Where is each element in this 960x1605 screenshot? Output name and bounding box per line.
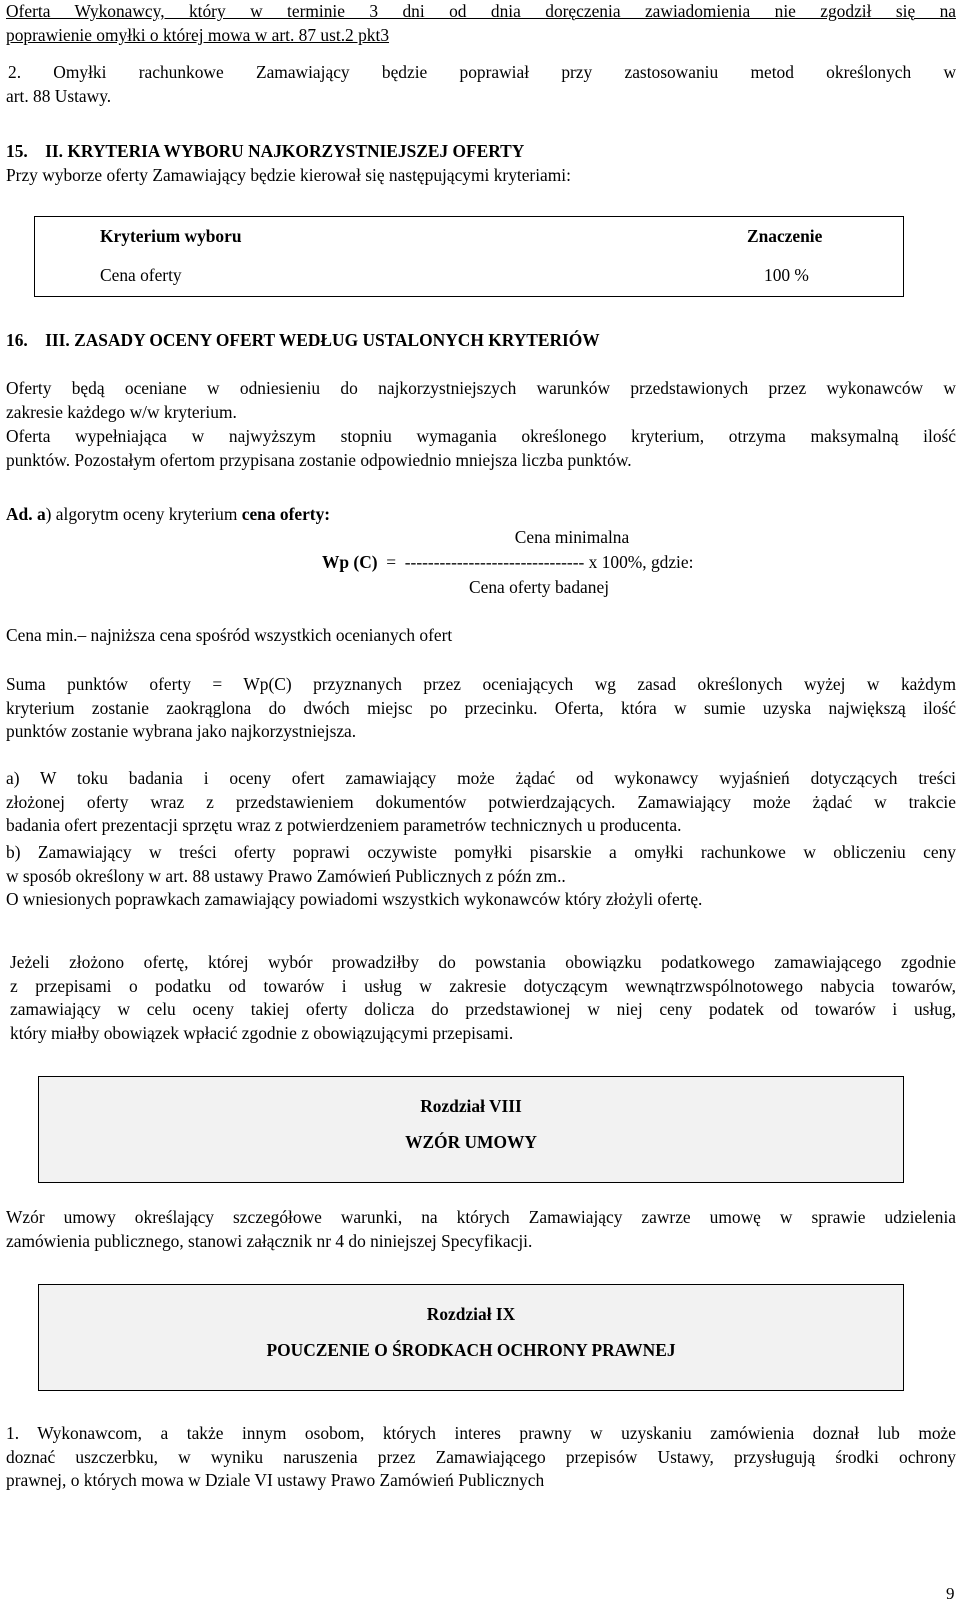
paragraph-line: doznać uszczerbku, w wyniku naruszenia przez Zamawiającego przepisów Ustawy, przysługują środki ochrony [6, 1446, 956, 1467]
rejection-paragraph [6, 0, 956, 47]
criteria-table [34, 216, 904, 297]
chapter-9-box [38, 1284, 904, 1391]
point-b-paragraph [6, 841, 956, 912]
paragraph-line: który miałby obowiązek wpłacić zgodnie z obowiązującymi przepisami. [10, 1023, 514, 1044]
paragraph-line: Wzór umowy określający szczegółowe warunki, na których Zamawiający zawrze umowę w sprawie udzielenia [6, 1207, 956, 1227]
formula-numerator: Cena minimalna [514, 527, 630, 547]
paragraph-line: 2. Omyłki rachunkowe Zamawiający będzie poprawiał przy zastosowaniu metod określonych w [8, 62, 956, 82]
evaluation-paragraph-2 [6, 425, 956, 472]
algorithm-text: ) algorytm oceny kryterium [45, 504, 242, 524]
paragraph-line: O wniesionych poprawkach zamawiający powiadomi wszystkich wykonawców który złożyli ofertę. [6, 889, 703, 910]
algorithm-heading [6, 503, 956, 527]
paragraph-line: art. 88 Ustawy. [6, 85, 112, 106]
formula-row [322, 552, 693, 573]
paragraph-line: zamówienia publicznego, stanowi załącznik nr 4 do niniejszej Specyfikacji. [6, 1230, 533, 1251]
paragraph-line: Oferta Wykonawcy, który w terminie 3 dni od dnia doręczenia zawiadomienia nie zgodził się na [6, 1, 956, 21]
paragraph-line: Oferty będą oceniane w odniesieniu do najkorzystniejszych warunków przedstawionych przez wykonawców w [6, 378, 956, 398]
paragraph-line: zamawiający w celu oceny takiej oferty dolicza do przedstawionej w niej ceny podatek od towarów i usług, [10, 999, 956, 1020]
paragraph-line: Jeżeli złożono ofertę, której wybór prowadziłby do powstania obowiązku podatkowego zamawiającego zgodnie [10, 952, 956, 972]
paragraph-line: Suma punktów oferty = Wp(C) przyznanych przez oceniających wg zasad określonych wyżej w każdym [6, 674, 956, 694]
paragraph-line: złożonej oferty wraz z przedstawieniem dokumentów potwierdzających. Zamawiający może żądać w trakcie [6, 791, 956, 812]
section-16-heading: 16. III. ZASADY OCENY OFERT WEDŁUG USTALONYCH KRYTERIÓW [6, 330, 600, 350]
arithmetic-errors-item [6, 61, 956, 108]
paragraph-line: prawnej, o których mowa w Dziale VI ustawy Prawo Zamówień Publicznych [6, 1470, 545, 1491]
paragraph-line: badania ofert prezentacji sprzętu wraz z potwierdzeniem parametrów technicznych u producenta. [6, 815, 682, 836]
section-15-heading: 15. II. KRYTERIA WYBORU NAJKORZYSTNIEJSZEJ OFERTY [6, 141, 525, 161]
score-sum-paragraph [6, 673, 956, 744]
contract-template-paragraph [6, 1206, 956, 1253]
page-number: 9 [946, 1584, 955, 1603]
algorithm-letter: a [36, 504, 46, 524]
algorithm-criterion: cena oferty: [241, 504, 331, 524]
paragraph-line: kryterium zostanie zaokrąglona do dwóch miejsc po przecinku. Oferta, która w sumie uzyska największą ilość [6, 697, 956, 718]
formula-denominator: Cena oferty badanej [469, 577, 610, 597]
chapter-8-title: WZÓR UMOWY [405, 1132, 537, 1152]
chapter-8-number: Rozdział VIII [420, 1096, 522, 1116]
paragraph-line: zakresie każdego w/w kryterium. [6, 401, 237, 422]
paragraph-line: w sposób określony w art. 88 ustawy Prawo Zamówień Publicznych z późn zm.. [6, 865, 566, 886]
paragraph-line: b) Zamawiający w treści oferty poprawi oczywiste pomyłki pisarskie a omyłki rachunkowe w obliczeniu ceny [6, 842, 956, 862]
paragraph-line: Oferta wypełniająca w najwyższym stopniu wymagania określonego kryterium, otrzyma maksymalną ilość [6, 426, 956, 446]
paragraph-line: poprawienie omyłki o której mowa w art. 87 ust.2 pkt3 [6, 24, 390, 45]
paragraph-line: z przepisami o podatku od towarów i usług w zakresie dotyczącym wewnątrzwspólnotowego nabycia towarów, [10, 975, 956, 996]
paragraph-line: punktów zostanie wybrana jako najkorzystniejsza. [6, 721, 357, 742]
chapter-9-title: POUCZENIE O ŚRODKACH OCHRONY PRAWNEJ [266, 1340, 676, 1360]
cena-min-definition: Cena min.– najniższa cena spośród wszystkich ocenianych ofert [6, 625, 453, 645]
evaluation-paragraph-1 [6, 377, 956, 424]
row-weight: 100 % [764, 265, 809, 285]
header-weight: Znaczenie [747, 226, 823, 246]
point-a-paragraph [6, 767, 956, 838]
legal-remedies-paragraph [6, 1422, 956, 1493]
paragraph-line: a) W toku badania i oceny ofert zamawiający może żądać od wykonawcy wyjaśnień dotyczących treści [6, 768, 956, 788]
ad-label: Ad. [6, 504, 33, 524]
section-15-intro: Przy wyborze oferty Zamawiający będzie kierował się następującymi kryteriami: [6, 165, 571, 185]
paragraph-line: 1. Wykonawcom, a także innym osobom, których interes prawny w uzyskaniu zamówienia doznał lub może [6, 1423, 956, 1443]
chapter-9-number: Rozdział IX [426, 1304, 516, 1324]
vat-paragraph [10, 951, 956, 1046]
header-criterion: Kryterium wyboru [100, 226, 242, 246]
chapter-8-box [38, 1076, 904, 1183]
row-criterion: Cena oferty [100, 265, 182, 285]
paragraph-line: punktów. Pozostałym ofertom przypisana zostanie odpowiednio mniejsza liczba punktów. [6, 449, 632, 470]
formula-lhs: Wp (C) [322, 552, 378, 572]
formula-fraction-line: ------------------------------- x 100%, gdzie: [404, 552, 694, 572]
formula-equals: = [377, 552, 405, 572]
